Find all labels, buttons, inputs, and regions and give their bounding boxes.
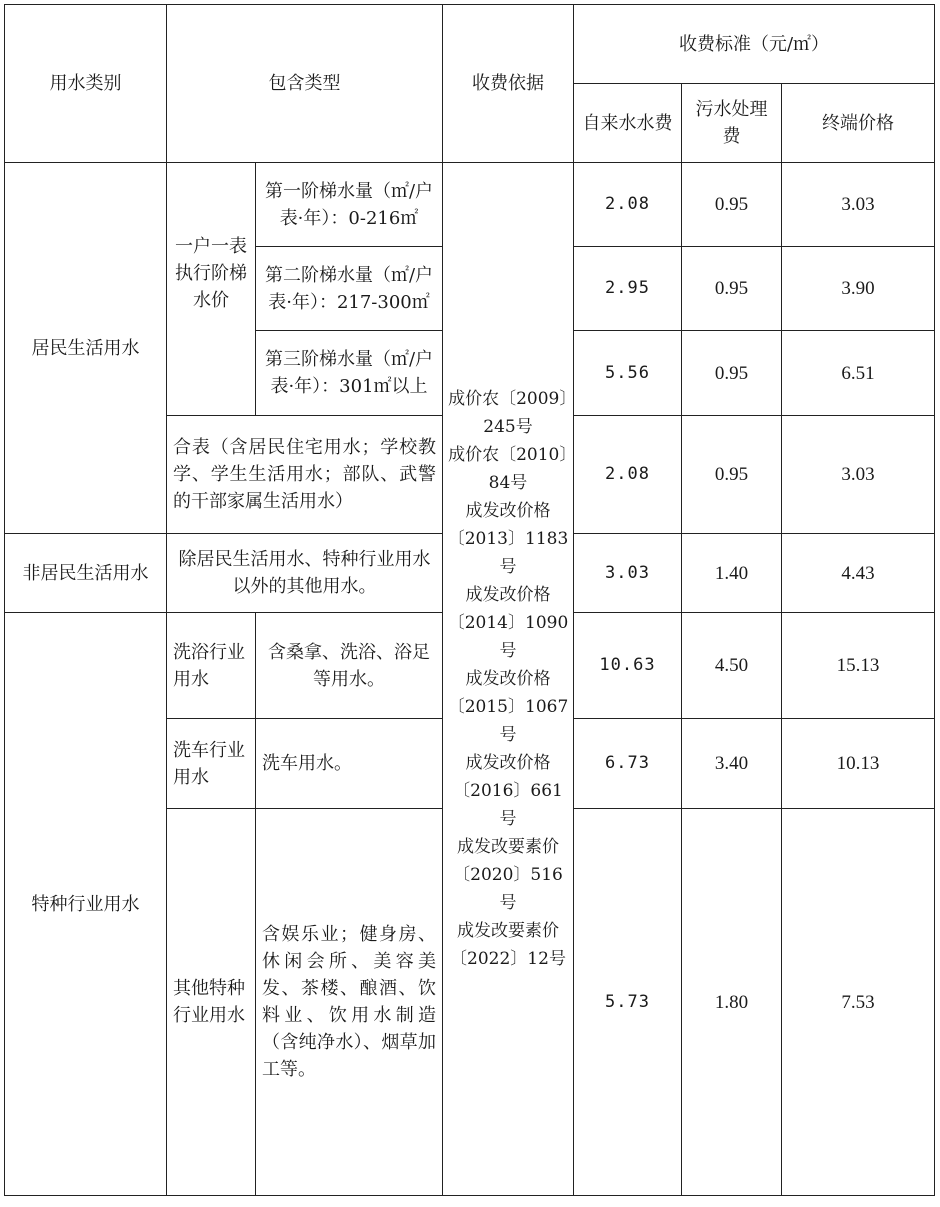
special-desc-bath: 含桑拿、洗浴、浴足等用水。 bbox=[256, 613, 443, 719]
tier-1-sewage: 0.95 bbox=[682, 163, 782, 247]
header-basis: 收费依据 bbox=[443, 5, 574, 163]
basis-documents bbox=[443, 163, 574, 1196]
carwash-tap: 6.73 bbox=[574, 719, 682, 809]
other-tap: 5.73 bbox=[574, 809, 682, 1196]
special-type-carwash: 洗车行业用水 bbox=[167, 719, 256, 809]
non-residential-tap: 3.03 bbox=[574, 534, 682, 613]
special-type-other: 其他特种行业用水 bbox=[167, 809, 256, 1196]
tier-2-label: 第二阶梯水量（㎡/户表·年）：217-300㎡ bbox=[256, 247, 443, 331]
basis-doc: 成价农〔2009〕245号 bbox=[448, 389, 568, 437]
basis-doc: 成发改价格〔2014〕1090号 bbox=[447, 585, 569, 661]
special-desc-carwash: 洗车用水。 bbox=[256, 719, 443, 809]
basis-doc: 成发改要素价〔2020〕516号 bbox=[453, 837, 563, 913]
tier-3-sewage: 0.95 bbox=[682, 331, 782, 416]
residential-category: 居民生活用水 bbox=[5, 163, 167, 534]
header-standard: 收费标准（元/㎡） bbox=[574, 5, 935, 84]
header-tap-water-fee: 自来水水费 bbox=[574, 84, 682, 163]
residential-shared-label: 合表（含居民住宅用水；学校教学、学生生活用水；部队、武警的干部家属生活用水） bbox=[167, 416, 443, 534]
other-sewage: 1.80 bbox=[682, 809, 782, 1196]
water-price-table bbox=[4, 4, 935, 1196]
shared-final: 3.03 bbox=[782, 416, 935, 534]
basis-doc: 成发改价格〔2013〕1183号 bbox=[447, 501, 569, 577]
tier-1-label: 第一阶梯水量（㎡/户表·年）：0-216㎡ bbox=[256, 163, 443, 247]
basis-doc: 成发改价格〔2016〕661号 bbox=[453, 753, 563, 829]
tier-3-label: 第三阶梯水量（㎡/户表·年）：301㎡以上 bbox=[256, 331, 443, 416]
special-category: 特种行业用水 bbox=[5, 613, 167, 1196]
other-final: 7.53 bbox=[782, 809, 935, 1196]
special-type-bath: 洗浴行业用水 bbox=[167, 613, 256, 719]
bath-final: 15.13 bbox=[782, 613, 935, 719]
bath-sewage: 4.50 bbox=[682, 613, 782, 719]
header-category: 用水类别 bbox=[5, 5, 167, 163]
carwash-sewage: 3.40 bbox=[682, 719, 782, 809]
residential-tier-group: 一户一表执行阶梯水价 bbox=[167, 163, 256, 416]
tier-1-final: 3.03 bbox=[782, 163, 935, 247]
header-final-price: 终端价格 bbox=[782, 84, 935, 163]
shared-tap: 2.08 bbox=[574, 416, 682, 534]
non-residential-final: 4.43 bbox=[782, 534, 935, 613]
tier-3-tap: 5.56 bbox=[574, 331, 682, 416]
special-desc-other: 含娱乐业；健身房、休闲会所、美容美发、茶楼、酿酒、饮料业、饮用水制造（含纯净水）、烟草加工等。 bbox=[256, 809, 443, 1196]
carwash-final: 10.13 bbox=[782, 719, 935, 809]
tier-1-tap: 2.08 bbox=[574, 163, 682, 247]
header-sewage-fee: 污水处理费 bbox=[682, 84, 782, 163]
basis-doc: 成发改要素价〔2022〕12号 bbox=[450, 921, 566, 969]
tier-2-final: 3.90 bbox=[782, 247, 935, 331]
non-residential-sewage: 1.40 bbox=[682, 534, 782, 613]
non-residential-category: 非居民生活用水 bbox=[5, 534, 167, 613]
shared-sewage: 0.95 bbox=[682, 416, 782, 534]
bath-tap: 10.63 bbox=[574, 613, 682, 719]
basis-doc: 成价农〔2010〕84号 bbox=[448, 445, 568, 493]
tier-2-tap: 2.95 bbox=[574, 247, 682, 331]
tier-3-final: 6.51 bbox=[782, 331, 935, 416]
header-included-types: 包含类型 bbox=[167, 5, 443, 163]
tier-2-sewage: 0.95 bbox=[682, 247, 782, 331]
basis-doc: 成发改价格〔2015〕1067号 bbox=[447, 669, 569, 745]
non-residential-label: 除居民生活用水、特种行业用水以外的其他用水。 bbox=[167, 534, 443, 613]
